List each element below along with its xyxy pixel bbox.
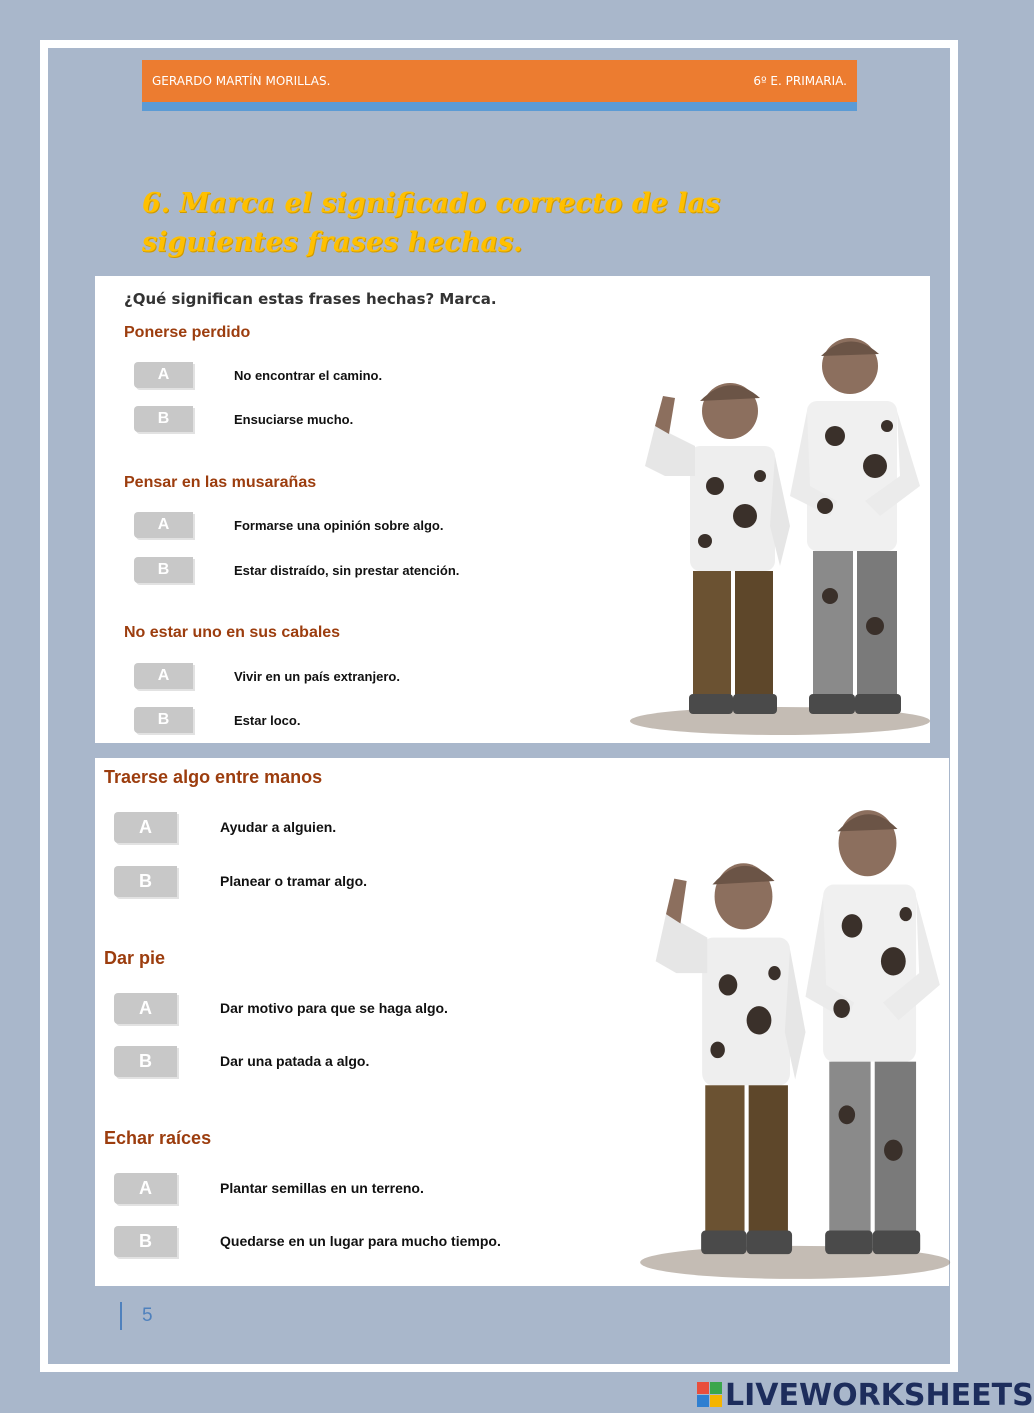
instruction: ¿Qué significan estas frases hechas? Marca. xyxy=(124,290,497,308)
question-title: No estar uno en sus cabales xyxy=(124,624,341,641)
option-b-button[interactable]: B xyxy=(134,707,193,733)
option-b-button[interactable]: B xyxy=(114,1046,177,1077)
question-title: Pensar en las musarañas xyxy=(124,474,317,491)
option-a-text: Dar motivo para que se haga algo. xyxy=(220,1000,448,1016)
option-b-text: Dar una patada a algo. xyxy=(220,1053,370,1069)
page-number-bar xyxy=(120,1302,122,1330)
option-b-button[interactable]: B xyxy=(134,557,193,583)
option-b-text: Estar distraído, sin prestar atención. xyxy=(234,563,460,578)
option-a-button[interactable]: A xyxy=(134,663,193,689)
header-band xyxy=(142,60,857,102)
liveworksheets-icon xyxy=(697,1382,723,1408)
option-a-text: No encontrar el camino. xyxy=(234,368,383,383)
option-a-text: Ayudar a alguien. xyxy=(220,819,337,835)
option-a-button[interactable]: A xyxy=(134,512,193,538)
option-b-text: Estar loco. xyxy=(234,713,301,728)
option-a-text: Formarse una opinión sobre algo. xyxy=(234,518,444,533)
option-b-text: Quedarse en un lugar para mucho tiempo. xyxy=(220,1233,501,1249)
author-name: GERARDO MARTÍN MORILLAS. xyxy=(152,74,331,88)
option-a-text: Vivir en un país extranjero. xyxy=(234,669,400,684)
question-title: Ponerse perdido xyxy=(124,324,251,341)
option-b-text: Planear o tramar algo. xyxy=(220,873,368,889)
exercise-title: 6. Marca el significado correcto de las siguientes frases hechas. xyxy=(142,188,721,258)
page-number: 5 xyxy=(142,1305,153,1326)
exercise-panel-2 xyxy=(95,758,949,1286)
option-b-text: Ensuciarse mucho. xyxy=(234,412,354,427)
option-a-button[interactable]: A xyxy=(134,362,193,388)
question-title: Echar raíces xyxy=(104,1128,212,1148)
muddy-children-illustration xyxy=(625,326,925,741)
brand-name: LIVEWORKSHEETS xyxy=(725,1378,1034,1413)
option-b-button[interactable]: B xyxy=(114,866,177,897)
option-a-button[interactable]: A xyxy=(114,1173,177,1204)
question-title: Dar pie xyxy=(104,948,166,968)
question-title: Traerse algo entre manos xyxy=(104,767,323,787)
muddy-children-illustration xyxy=(635,796,945,1286)
option-b-button[interactable]: B xyxy=(114,1226,177,1257)
option-b-button[interactable]: B xyxy=(134,406,193,432)
grade-label: 6º E. PRIMARIA. xyxy=(753,74,847,88)
exercise-panel-1 xyxy=(95,276,930,743)
option-a-button[interactable]: A xyxy=(114,993,177,1024)
header-rule xyxy=(142,102,857,111)
option-a-button[interactable]: A xyxy=(114,812,177,843)
option-a-text: Plantar semillas en un terreno. xyxy=(220,1180,424,1196)
